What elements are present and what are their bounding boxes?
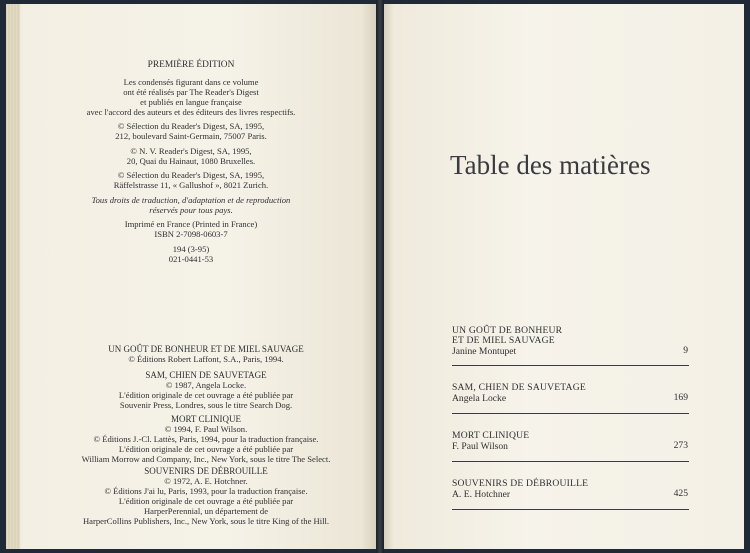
toc-entry-page: 425 [673, 488, 688, 499]
toc-entry-author: F. Paul Wilson [452, 441, 508, 452]
toc-entry-page: 9 [683, 345, 688, 356]
credit-title: SOUVENIRS DE DÉBROUILLE [144, 466, 268, 476]
toc-heading: Table des matières [450, 150, 651, 180]
toc-divider [452, 509, 689, 510]
toc-entry-page: 273 [673, 440, 688, 451]
toc-divider [452, 413, 689, 414]
toc-entry-title: MORT CLINIQUE [452, 430, 530, 441]
left-page: PREMIÈRE ÉDITION Les condensés figurant dans ce volume ont été réalisés par The Reader's Digest et publiés en langue française avec l'accord des auteurs et des éditeurs des livres respectifs. © Sélection du Reader's Digest, SA, 1995, 212, boulevard Saint-Germain, 75007 Paris. © N. V. Reader's Digest, SA, 1995, 20, Quai du Hainaut, 1080 Bruxelles. © Sélection du Reader's Digest, SA, 1995, Räffelstrasse 11, « Gallushof », 8021 Zurich. Tous droits de traduction, d'adaptation et de reproduction réservés pour tous pays. Imprimé en France (Printed in France) ISBN 2-7098-0603-7 194 (3-95) 021-0441-53 UN GOÛT DE BONHEUR ET DE MIEL SAUVAGE © Éditions Robert Laffont, S.A., Paris, 1994. SAM, CHIEN DE SAUVETAGE © 1987, Angela Locke. L'édition originale de cet ouvrage a été publiée par Souvenir Press, Londres, sous le titre Search Dog. MORT CLINIQUE © 1994, F. Paul Wilson. © Éditions J.-Cl. Lattès, Paris, 1994, pour la traduction française. L'édition originale de cet ouvrage a été publiée par William Morrow and Company, Inc., New York, sous le titre The Select. SOUVENIRS DE DÉBROUILLE © 1972, A. E. Hotchner. © Éditions J'ai lu, Paris, 1993, pour la traduction française. L'édition originale de cet ouvrage a été publiée par HarperPerennial, un département de HarperCollins Publishers, Inc., New York, sous le titre King of the Hill. [6, 4, 376, 549]
credit-title: MORT CLINIQUE [170, 414, 242, 424]
toc-entry-title-line2: ET DE MIEL SAUVAGE [452, 335, 555, 346]
toc-entry-title: SOUVENIRS DE DÉBROUILLE [452, 478, 589, 489]
toc-entry-author: Angela Locke [452, 393, 507, 404]
toc-entry-title: SAM, CHIEN DE SAUVETAGE [452, 382, 586, 393]
toc-divider [452, 461, 689, 462]
toc-entry-title: UN GOÛT DE BONHEUR [452, 325, 563, 336]
credit-title: SAM, CHIEN DE SAUVETAGE [145, 370, 267, 380]
toc-entry-page: 169 [673, 392, 688, 403]
right-page [384, 4, 744, 549]
edition-heading: PREMIÈRE ÉDITION [147, 60, 235, 70]
credit-title: UN GOÛT DE BONHEUR ET DE MIEL SAUVAGE [108, 344, 304, 354]
toc-entry-author: Janine Montupet [452, 346, 517, 357]
toc-entry-author: A. E. Hotchner [452, 489, 511, 500]
toc-divider [452, 365, 689, 366]
book-gutter [376, 0, 384, 553]
